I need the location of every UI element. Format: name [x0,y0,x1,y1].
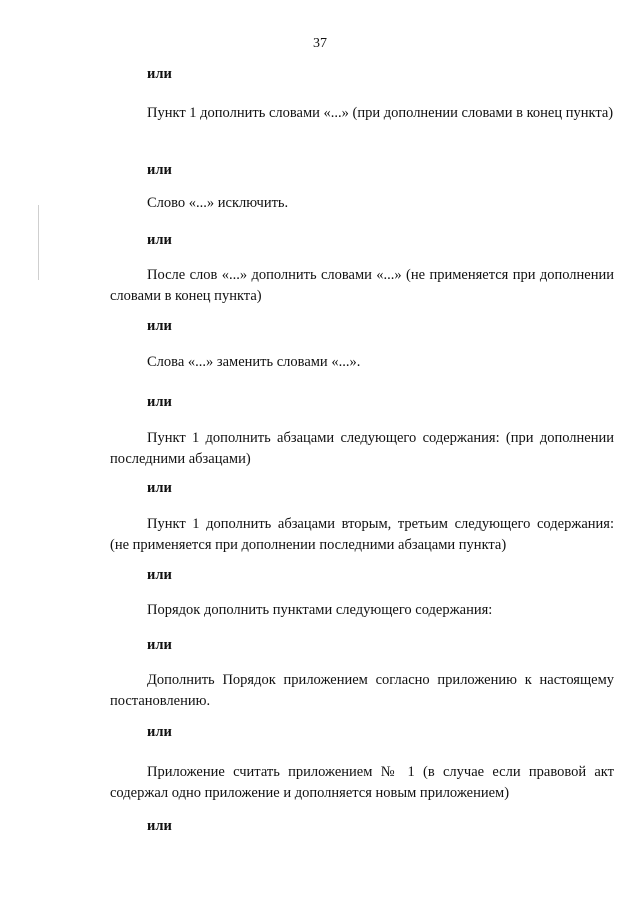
or-label: или [147,818,172,834]
or-label: или [147,318,172,334]
page-number: 37 [313,36,327,51]
paragraph-text: После слов «...» дополнить словами «...» (не применяется при дополнении словами в конец пункта) [110,267,614,304]
paragraph [110,762,614,804]
paragraph [110,514,614,556]
paragraph-text: Пункт 1 дополнить абзацами следующего содержания: (при дополнении последними абзацами) [110,430,614,467]
paragraph [110,600,614,621]
paragraph-text: Пункт 1 дополнить абзацами вторым, третьим следующего содержания: (не применяется при дополнении последними абзацами пункта) [110,516,614,553]
paragraph [110,352,614,373]
or-label: или [147,394,172,410]
paragraph [110,265,614,307]
paragraph-text: Дополнить Порядок приложением согласно приложению к настоящему постановлению. [110,672,614,709]
paragraph-text: Слово «...» исключить. [147,195,289,211]
paragraph [110,103,614,124]
scan-margin-line [38,205,39,280]
paragraph-text: Приложение считать приложением № 1 (в случае если правовой акт содержал одно приложение и дополняется новым приложением) [110,764,614,801]
or-label: или [147,637,172,653]
or-label: или [147,567,172,583]
paragraph [110,670,614,712]
paragraph [110,193,614,214]
paragraph-text: Порядок дополнить пунктами следующего содержания: [147,602,493,618]
or-label: или [147,66,172,82]
paragraph [110,428,614,470]
or-label: или [147,724,172,740]
or-label: или [147,480,172,496]
paragraph-text: Слова «...» заменить словами «...». [147,354,361,370]
paragraph-text: Пункт 1 дополнить словами «...» (при дополнении словами в конец пункта) [147,105,614,121]
or-label: или [147,232,172,248]
or-label: или [147,162,172,178]
